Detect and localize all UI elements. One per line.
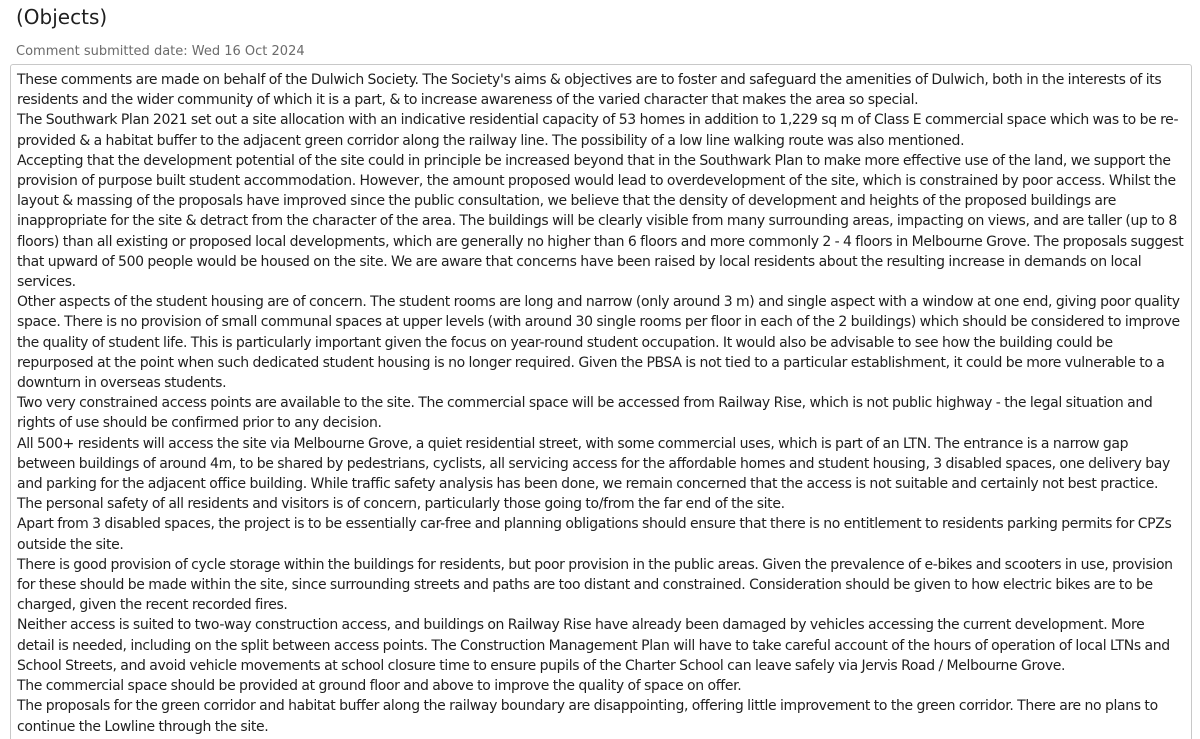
comment-paragraph: The Southwark Plan 2021 set out a site allocation with an indicative residential capacity of 53 homes in addition to 1,229 sq m of Class E commercial space which was to be re-provided & a habitat buffer to the adjacent green corridor along the railway line. The possibility of a low line walking route was also mentioned.: [17, 112, 1179, 149]
comment-paragraph: There is good provision of cycle storage within the buildings for residents, but poor provision in the public areas. Given the prevalence of e-bikes and scooters in use, provision for these should be made within the site, since surrounding streets and paths are too distant and constrained. Consideration should be given to how electric bikes are to be charged, given the recent recorded fires.: [17, 556, 1173, 614]
comment-paragraph: Neither access is suited to two-way construction access, and buildings on Railway Rise have already been damaged by vehicles accessing the current development. More detail is needed, including on the split between access points. The Construction Management Plan will have to take careful account of the hours of operation of local LTNs and School Streets, and avoid vehicle movements at school closure time to ensure pupils of the Charter School can leave safely via Jervis Road / Melbourne Grove.: [17, 617, 1170, 674]
comment-body-text: [17, 70, 1185, 737]
comment-paragraph: These comments are made on behalf of the Dulwich Society. The Society's aims & objectives are to foster and safeguard the amenities of Dulwich, both in the interests of its residents and the wider community of which it is a part, & to increase awareness of the varied character that makes the area so special.: [17, 72, 1162, 109]
comment-paragraph: Other aspects of the student housing are of concern. The student rooms are long and narrow (only around 3 m) and single aspect with a window at one end, giving poor quality space. There is no provision of small communal spaces at upper levels (with around 30 single rooms per floor in each of the 2 buildings) which should be considered to improve the quality of student life. This is particularly important given the focus on year-round student occupation. It would also be advisable to see how the building could be repurposed at the point when such dedicated student housing is no longer required. Given the PBSA is not tied to a particular establishment, it could be more vulnerable to a downturn in overseas students.: [17, 294, 1180, 392]
comment-paragraph: Apart from 3 disabled spaces, the project is to be essentially car-free and planning obligations should ensure that there is no entitlement to residents parking permits for CPZs outside the site.: [17, 516, 1172, 553]
comment-paragraph: Two very constrained access points are available to the site. The commercial space will be accessed from Railway Rise, which is not public highway - the legal situation and rights of use should be confirmed prior to any decision.: [17, 395, 1153, 432]
comment-paragraph: The commercial space should be provided at ground floor and above to improve the quality of space on offer.: [17, 678, 742, 695]
comment-paragraph: Accepting that the development potential of the site could in principle be increased beyond that in the Southwark Plan to make more effective use of the land, we support the provision of purpose built student accommodation. However, the amount proposed would lead to overdevelopment of the site, which is constrained by poor access. Whilst the layout & massing of the proposals have improved since the public consultation, we believe that the density of development and heights of the proposed buildings are inappropriate for the site & detract from the character of the area. The buildings will be clearly visible from many surrounding areas, impacting on views, and are taller (up to 8 floors) than all existing or proposed local developments, which are generally no higher than 6 floors and more commonly 2 - 4 floors in Melbourne Grove. The proposals suggest that upward of 500 people would be housed on the site. We are aware that concerns have been raised by local residents about the resulting increase in demands on local services.: [17, 152, 1184, 291]
comment-paragraph: The proposals for the green corridor and habitat buffer along the railway boundary are disappointing, offering little improvement to the green corridor. There are no plans to continue the Lowline through the site.: [17, 698, 1158, 735]
comment-body-box: [10, 64, 1192, 739]
stance-heading: (Objects): [16, 5, 108, 29]
comment-submitted-date: Comment submitted date: Wed 16 Oct 2024: [16, 44, 305, 59]
comment-paragraph: All 500+ residents will access the site via Melbourne Grove, a quiet residential street, with some commercial uses, which is part of an LTN. The entrance is a narrow gap between buildings of around 4m, to be shared by pedestrians, cyclists, all servicing access for the affordable homes and student housing, 3 disabled spaces, one delivery bay and parking for the adjacent office building. While traffic safety analysis has been done, we remain concerned that the access is not suitable and certainly not best practice. The personal safety of all residents and visitors is of concern, particularly those going to/from the far end of the site.: [17, 435, 1170, 513]
